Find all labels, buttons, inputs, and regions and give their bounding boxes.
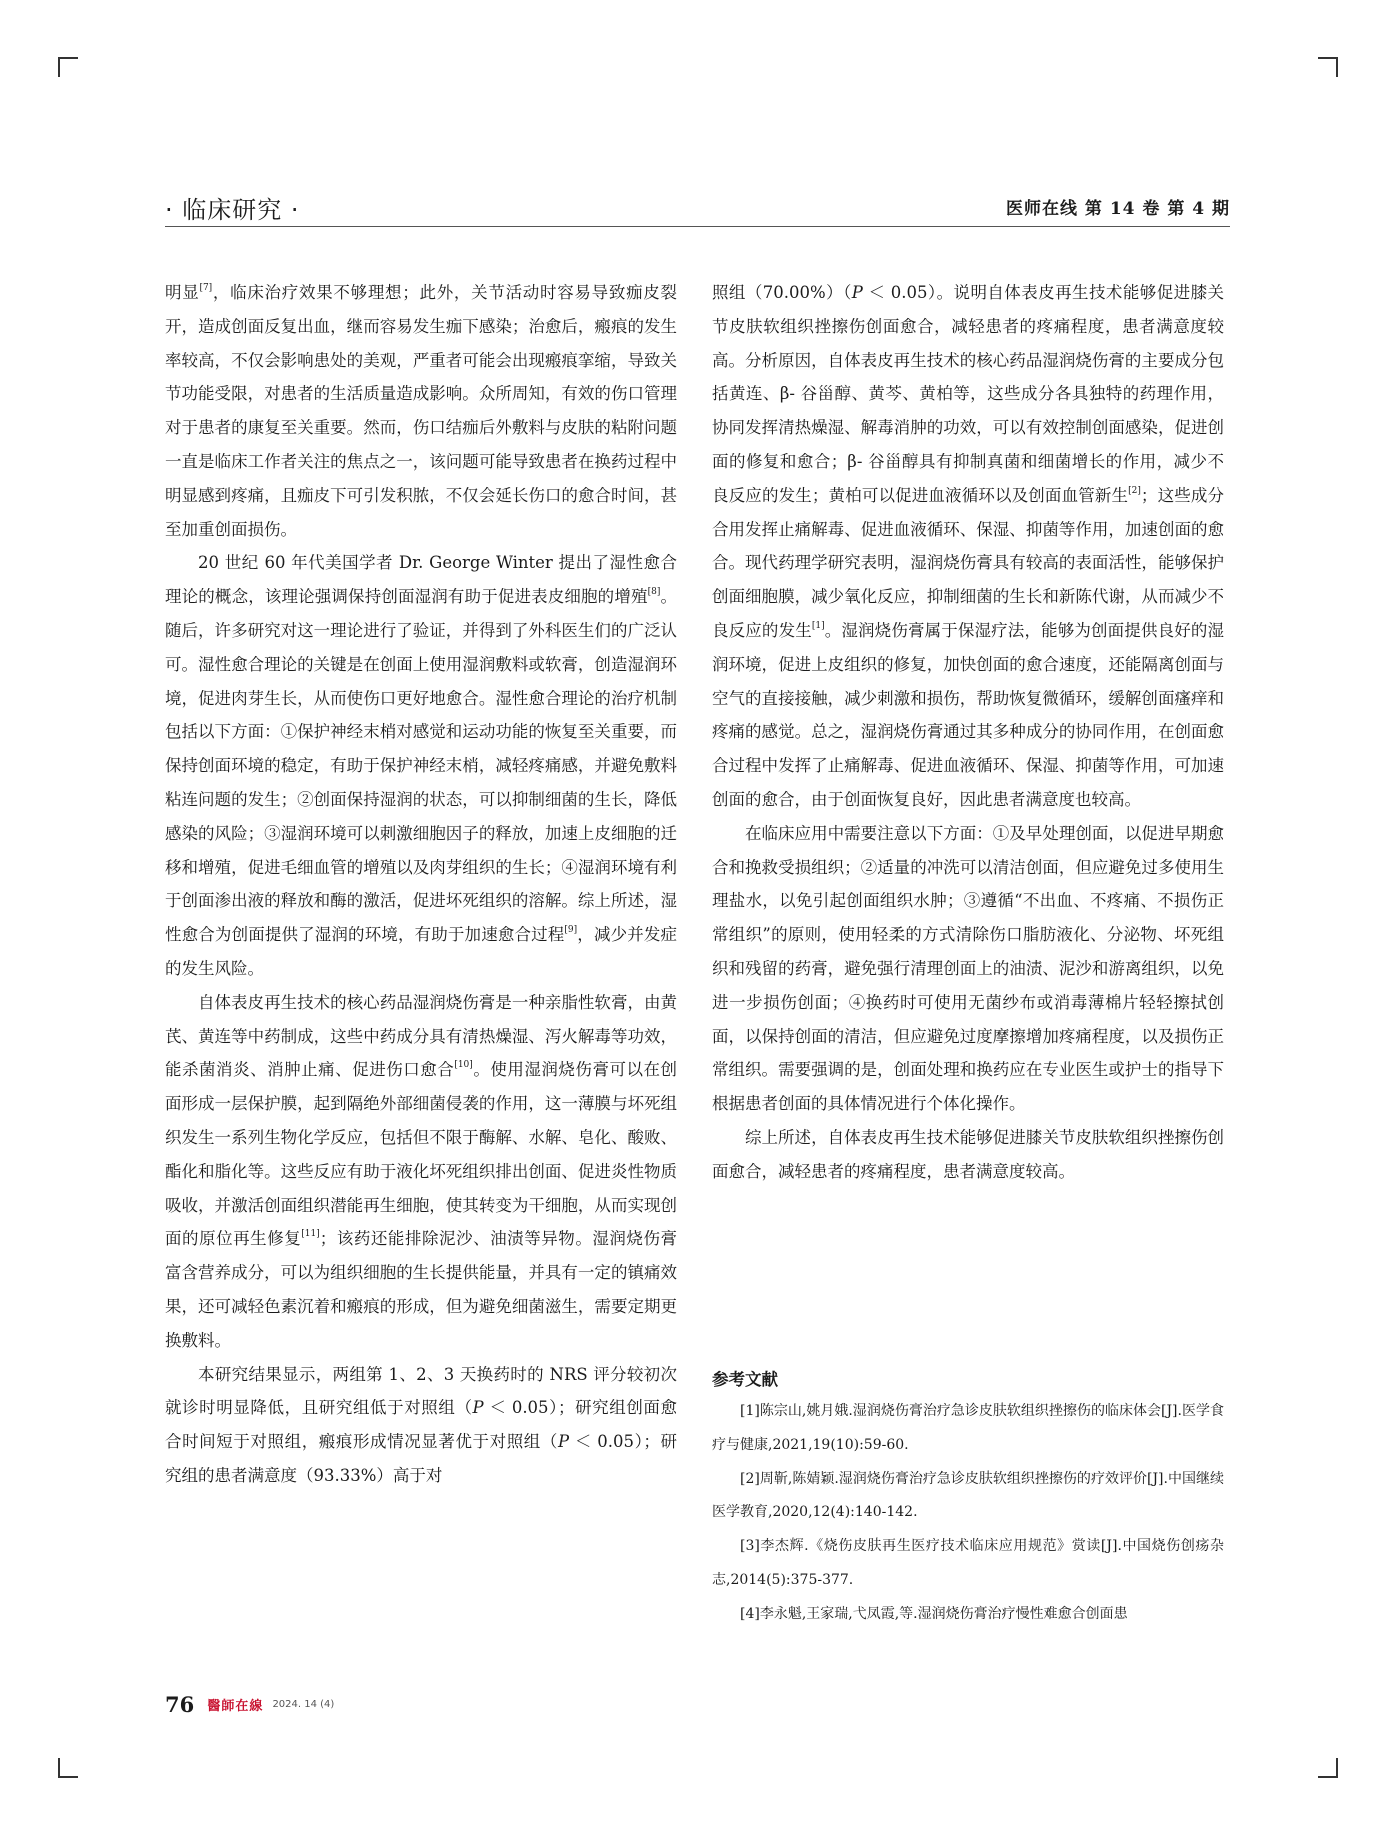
crop-mark-bottom-left bbox=[58, 1758, 78, 1778]
text-run: ＜ 0.05）；研究组的患者满意度（93.33%）高于对 bbox=[165, 1432, 678, 1485]
journal-info: 医师在线 第 14 卷 第 4 期 bbox=[1006, 199, 1230, 219]
text-run: ，临床治疗效果不够理想；此外，关节活动时容易导致痂皮裂开，造成创面反复出血，继而容易发生痂下感染；治愈后，瘢痕的发生率较高，不仅会影响患处的美观，严重者可能会出现瘢痕挛缩，导致关节功能受限，对患者的生活质量造成影响。众所周知，有效的伤口管理对于患者的康复至关重要。然而，伤口结痂后外敷料与皮肤的粘附问题一直是临床工作者关注的焦点之一，该问题可能导致患者在换药过程中明显感到疼痛，且痂皮下可引发积脓，不仅会延长伤口的愈合时间，甚至加重创面损伤。 bbox=[165, 283, 678, 539]
italic-symbol: P bbox=[557, 1432, 570, 1452]
paragraph bbox=[165, 986, 677, 1358]
italic-symbol: P bbox=[851, 283, 863, 302]
citation-marker: [2] bbox=[1128, 485, 1141, 496]
crop-mark-bottom-right bbox=[1318, 1758, 1338, 1778]
text-run: ＜ 0.05）。说明自体表皮再生技术能够促进膝关节皮肤软组织挫擦伤创面愈合，减轻患者的疼痛程度，患者满意度较高。分析原因，自体表皮再生技术的核心药品湿润烧伤膏的主要成分包括黄连、β- 谷甾醇、黄芩、黄柏等，这些成分各具独特的药理作用，协同发挥清热燥湿、解毒消肿的功效，可以有效控制创面感染，促进创面的修复和愈合；β- 谷甾醇具有抑制真菌和细菌增长的作用，减少不良反应的发生；黄柏可以促进血液循环以及创面血管新生 bbox=[712, 283, 1224, 505]
reference-item: [3]李杰辉.《烧伤皮肤再生医疗技术临床应用规范》赏读[J].中国烧伤创疡杂志,2014(5):375-377. bbox=[712, 1538, 1224, 1588]
paragraph bbox=[165, 546, 677, 985]
text-run: 在临床应用中需要注意以下方面：①及早处理创面，以促进早期愈合和挽救受损组织；②适量的冲洗可以清洁创面，但应避免过多使用生理盐水，以免引起创面组织水肿；③遵循“不出血、不疼痛、不损伤正常组织”的原则，使用轻柔的方式清除伤口脂肪液化、分泌物、坏死组织和残留的药膏，避免强行清理创面上的油渍、泥沙和游离组织，以免进一步损伤创面；④换药时可使用无菌纱布或消毒薄棉片轻轻擦拭创面，以保持创面的清洁，但应避免过度摩擦增加疼痛程度，以及损伤正常组织。需要强调的是，创面处理和换药应在专业医生或护士的指导下根据患者创面的具体情况进行个体化操作。 bbox=[712, 823, 1224, 1114]
running-header bbox=[165, 190, 1230, 227]
references-list bbox=[712, 1395, 1224, 1632]
reference-item: [2]周靳,陈婧颖.湿润烧伤膏治疗急诊皮肤软组织挫擦伤的疗效评价[J].中国继续医学教育,2020,12(4):140-142. bbox=[712, 1470, 1224, 1521]
text-run: 自体表皮再生技术的核心药品湿润烧伤膏是一种亲脂性软膏，由黄芪、黄连等中药制成，这些中药成分具有清热燥湿、泻火解毒等功效，能杀菌消炎、消肿止痛、促进伤口愈合 bbox=[165, 992, 677, 1080]
page-number: 76 bbox=[165, 1692, 195, 1717]
paragraph bbox=[165, 1358, 677, 1493]
paragraph bbox=[712, 276, 1224, 817]
citation-marker: [10] bbox=[454, 1060, 473, 1071]
citation-marker: [9] bbox=[564, 925, 578, 936]
right-column bbox=[712, 276, 1224, 1189]
references-title: 参考文献 bbox=[712, 1370, 778, 1389]
journal-logo: 醫師在線 bbox=[207, 1699, 264, 1714]
crop-mark-top-right bbox=[1318, 57, 1338, 77]
paragraph bbox=[712, 817, 1224, 1121]
text-run: 明显 bbox=[165, 283, 200, 302]
citation-marker: [1] bbox=[811, 620, 825, 631]
section-title: · 临床研究 · bbox=[165, 196, 300, 224]
citation-marker: [8] bbox=[647, 587, 661, 598]
page-footer bbox=[165, 1692, 334, 1718]
text-run: 。使用湿润烧伤膏可以在创面形成一层保护膜，起到隔绝外部细菌侵袭的作用，这一薄膜与坏死组织发生一系列生物化学反应，包括但不限于酶解、水解、皂化、酸败、酯化和脂化等。这些反应有助于液化坏死组织排出创面、促进炎性物质吸收，并激活创面组织潜能再生细胞，使其转变为干细胞，从而实现创面的原位再生修复 bbox=[165, 1060, 678, 1249]
text-run: ＜ 0.05）；研究组创面愈合时间短于对照组，瘢痕形成情况显著优于对照组（ bbox=[165, 1398, 677, 1452]
reference-item: [1]陈宗山,姚月娥.湿润烧伤膏治疗急诊皮肤软组织挫擦伤的临床体会[J].医学食疗与健康,2021,19(10):59-60. bbox=[712, 1403, 1224, 1453]
text-run: 综上所述，自体表皮再生技术能够促进膝关节皮肤软组织挫擦伤创面愈合，减轻患者的疼痛程度，患者满意度较高。 bbox=[712, 1127, 1224, 1181]
text-run: ；这些成分合用发挥止痛解毒、促进血液循环、保湿、抑菌等作用，加速创面的愈合。现代药理学研究表明，湿润烧伤膏具有较高的表面活性，能够保护创面细胞膜，减少氧化反应，抑制细菌的生长和新陈代谢，从而减少不良反应的发生 bbox=[712, 485, 1225, 640]
footer-issue: 2024. 14 (4) bbox=[272, 1699, 335, 1710]
text-run: 20 世纪 60 年代美国学者 Dr. George Winter 提出了湿性愈合理论的概念，该理论强调保持创面湿润有助于促进表皮细胞的增殖 bbox=[165, 553, 677, 607]
crop-mark-top-left bbox=[58, 57, 78, 77]
paragraph bbox=[712, 1121, 1224, 1189]
text-run: 本研究结果显示，两组第 1、2、3 天换药时的 NRS 评分较初次就诊时明显降低，且研究组低于对照组（ bbox=[165, 1364, 677, 1418]
citation-marker: [11] bbox=[301, 1229, 320, 1240]
reference-item: [4]李永魁,王家瑞,弋凤霞,等.湿润烧伤膏治疗慢性难愈合创面患 bbox=[740, 1605, 1128, 1622]
text-run: 。湿润烧伤膏属于保湿疗法，能够为创面提供良好的湿润环境，促进上皮组织的修复，加快创面的愈合速度，还能隔离创面与空气的直接接触，减少刺激和损伤，帮助恢复微循环，缓解创面瘙痒和疼痛的感觉。总之，湿润烧伤膏通过其多种成分的协同作用，在创面愈合过程中发挥了止痛解毒、促进血液循环、保湿、抑菌等作用，可加速创面的愈合，由于创面恢复良好，因此患者满意度也较高。 bbox=[712, 620, 1225, 809]
text-run: 。随后，许多研究对这一理论进行了验证，并得到了外科医生们的广泛认可。湿性愈合理论的关键是在创面上使用湿润敷料或软膏，创造湿润环境，促进肉芽生长，从而使伤口更好地愈合。湿性愈合理论的治疗机制包括以下方面：①保护神经末梢对感觉和运动功能的恢复至关重要，而保持创面环境的稳定，有助于保护神经末梢，减轻疼痛感，并避免敷料粘连问题的发生；②创面保持湿润的状态，可以抑制细菌的生长，降低感染的风险；③湿润环境可以刺激细胞因子的释放，加速上皮细胞的迁移和增殖，促进毛细血管的增殖以及肉芽组织的生长；④湿润环境有利于创面渗出液的释放和酶的激活，促进坏死组织的溶解。综上所述，湿性愈合为创面提供了湿润的环境，有助于加速愈合过程 bbox=[165, 587, 678, 945]
left-column bbox=[165, 276, 677, 1493]
paragraph bbox=[165, 276, 677, 546]
text-run: ；该药还能排除泥沙、油渍等异物。湿润烧伤膏富含营养成分，可以为组织细胞的生长提供能量，并具有一定的镇痛效果，还可减轻色素沉着和瘢痕的形成，但为避免细菌滋生，需要定期更换敷料。 bbox=[165, 1229, 678, 1350]
text-run: ，减少并发症的发生风险。 bbox=[165, 925, 678, 978]
italic-symbol: P bbox=[472, 1398, 484, 1418]
citation-marker: [7] bbox=[199, 283, 213, 293]
text-run: 照组（70.00%）（ bbox=[712, 283, 852, 302]
